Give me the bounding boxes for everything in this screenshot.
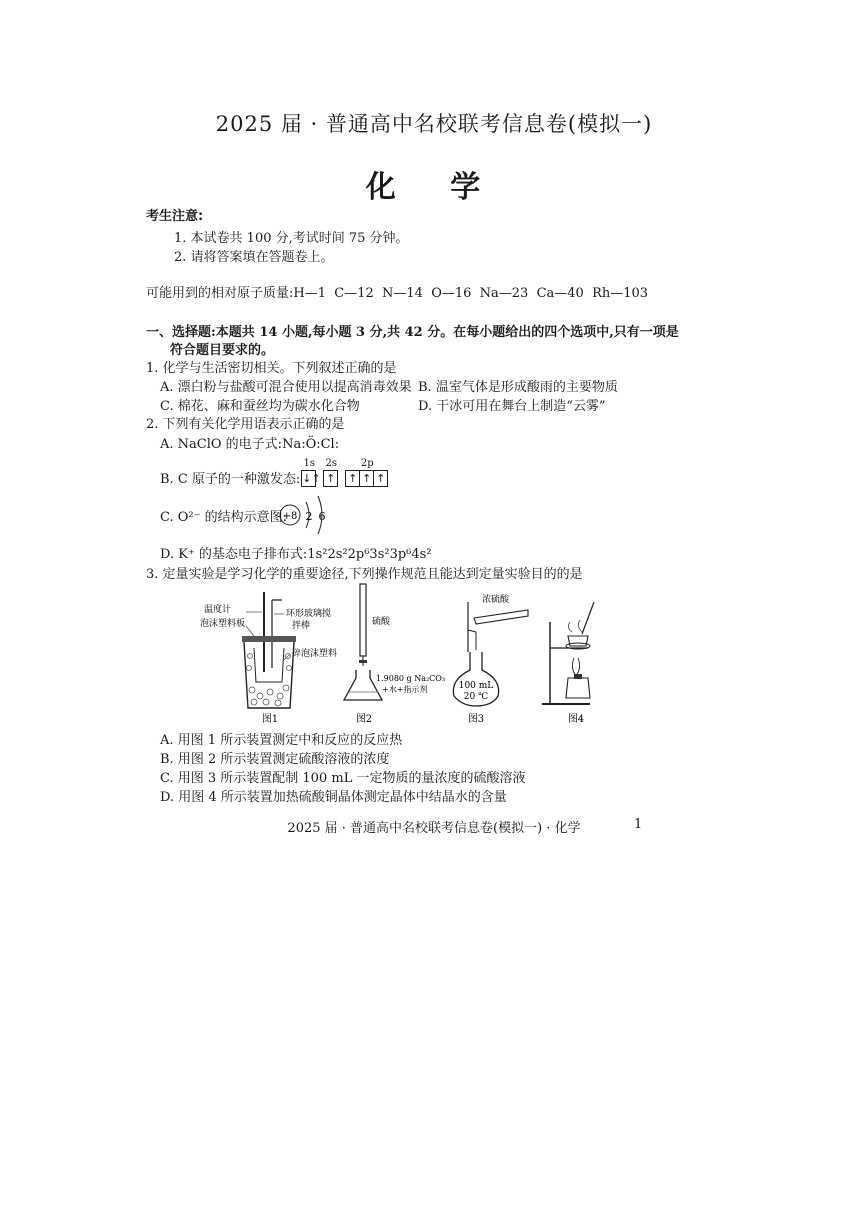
- q2-option-d: D. K⁺ 的基态电子排布式:1s²2s²2p⁶3s²3p⁶4s²: [160, 547, 432, 562]
- orbital-label: 1s: [303, 458, 316, 469]
- q2-option-a: [160, 433, 339, 452]
- fig1-label-stirrer: 环形玻璃搅: [286, 609, 332, 619]
- q3-stem: 3. 定量实验是学习化学的重要途径,下列操作规范且能达到定量实验目的的是: [146, 567, 583, 582]
- fig4-caption: 图4: [567, 714, 585, 725]
- q2-option-b: [160, 458, 388, 487]
- fig1-label-foam-board: 泡沫塑料板: [200, 619, 246, 629]
- section-heading: 一、选择题:本题共 14 小题,每小题 3 分,共 42 分。在每小题给出的四个选项中,只有一项是: [146, 325, 679, 340]
- orbital-label: 2s: [325, 458, 338, 469]
- page-footer: 2025 届 · 普通高中名校联考信息卷(模拟一) · 化学: [287, 821, 581, 836]
- q1-option-d: D. 干冰可用在舞台上制造“云雾”: [418, 399, 606, 414]
- orbital-diagram: [302, 458, 388, 487]
- fig2-label-acid: 硫酸: [372, 617, 391, 627]
- subject-title: 化 学: [365, 170, 503, 205]
- orbital-label: 2p: [360, 458, 374, 469]
- q1-option-c: C. 棉花、麻和蚕丝均为碳水化合物: [160, 399, 360, 414]
- fig3-label-acid: 浓硫酸: [482, 595, 510, 605]
- fig2-label-indicator: +水+指示剂: [382, 685, 428, 694]
- figure-2-titration: [340, 582, 446, 725]
- q3-option-c: C. 用图 3 所示装置配制 100 mL 一定物质的量浓度的硫酸溶液: [160, 771, 526, 786]
- orbital-box: ↓↑: [302, 472, 321, 485]
- stirrer: [272, 600, 282, 668]
- outer-beaker: [244, 642, 294, 708]
- shell-electrons: 2: [305, 510, 313, 523]
- orbital-box: ↑: [345, 470, 360, 487]
- section-heading-cont: 符合题目要求的。: [170, 343, 275, 358]
- orbital-box: ↑: [323, 470, 338, 487]
- electron-formula: Na:Ö:Cl:: [282, 437, 340, 452]
- q1-stem: 1. 化学与生活密切相关。下列叙述正确的是: [146, 361, 397, 376]
- fig1-label-foam: 碎泡沫塑料: [292, 649, 338, 659]
- figure-1-calorimeter: [196, 590, 338, 725]
- q3-option-d: D. 用图 4 所示装置加热硫酸铜晶体测定晶体中结晶水的含量: [160, 790, 507, 805]
- foam-pieces: [247, 654, 292, 707]
- reagent-bottle: [474, 610, 528, 624]
- fig2-caption: 图2: [355, 714, 373, 725]
- orbital-box: ↑: [373, 470, 388, 487]
- fig1-caption: 图1: [261, 714, 279, 725]
- q2-option-b-label: B. C 原子的一种激发态:: [160, 472, 301, 487]
- figure-4-crucible-heating: [536, 592, 626, 725]
- ion-structure-diagram: [278, 490, 338, 540]
- q3-option-b: B. 用图 2 所示装置测定硫酸溶液的浓度: [160, 752, 390, 767]
- q3-option-a: A. 用图 1 所示装置测定中和反应的反应热: [160, 733, 403, 748]
- flame: [572, 658, 579, 676]
- atomic-masses: 可能用到的相对原子质量:H—1 C—12 N—14 O—16 Na—23 Ca—40 Rh—103: [146, 286, 649, 301]
- q1-option-a: A. 漂白粉与盐酸可混合使用以提高消毒效果: [160, 380, 412, 395]
- orbital-2p: [346, 458, 388, 487]
- nucleus-charge: +8: [282, 511, 298, 522]
- q1-option-b: B. 温室气体是形成酸雨的主要物质: [418, 380, 618, 395]
- orbital-box: ↑: [359, 470, 374, 487]
- alcohol-lamp: [566, 678, 590, 698]
- notice-heading: 考生注意:: [146, 209, 204, 224]
- fig1-label-stirrer-2: 拌棒: [292, 621, 311, 631]
- inner-beaker: [254, 648, 284, 682]
- notice-item: 1. 本试卷共 100 分,考试时间 75 分钟。: [174, 231, 409, 246]
- glass-rod: [582, 602, 594, 634]
- foam-board: [242, 636, 296, 642]
- q2-option-a-label: A. NaClO 的电子式:: [160, 437, 283, 452]
- fig1-label-thermometer: 温度计: [204, 605, 232, 615]
- q2-stem: 2. 下列有关化学用语表示正确的是: [146, 417, 345, 432]
- orbital-1s: [302, 458, 321, 487]
- orbital-2s: [324, 458, 338, 487]
- notice-item: 2. 请将答案填在答题卷上。: [174, 250, 334, 265]
- page-number: 1: [634, 817, 643, 832]
- figure-3-volumetric-flask: [440, 592, 540, 725]
- fig2-label-reagent: 1.9080 g Na₂CO₃: [376, 674, 446, 683]
- exam-title: 2025 届 · 普通高中名校联考信息卷(模拟一): [215, 112, 653, 136]
- crucible: [568, 636, 588, 646]
- burette: [360, 584, 366, 656]
- fig3-label-volume: 100 mL: [458, 681, 494, 691]
- shell-electrons: 6: [318, 510, 326, 523]
- fig3-caption: 图3: [467, 714, 485, 725]
- fig3-label-temp: 20 ℃: [463, 692, 489, 702]
- q2-option-c-label: C. O²⁻ 的结构示意图:: [160, 510, 287, 525]
